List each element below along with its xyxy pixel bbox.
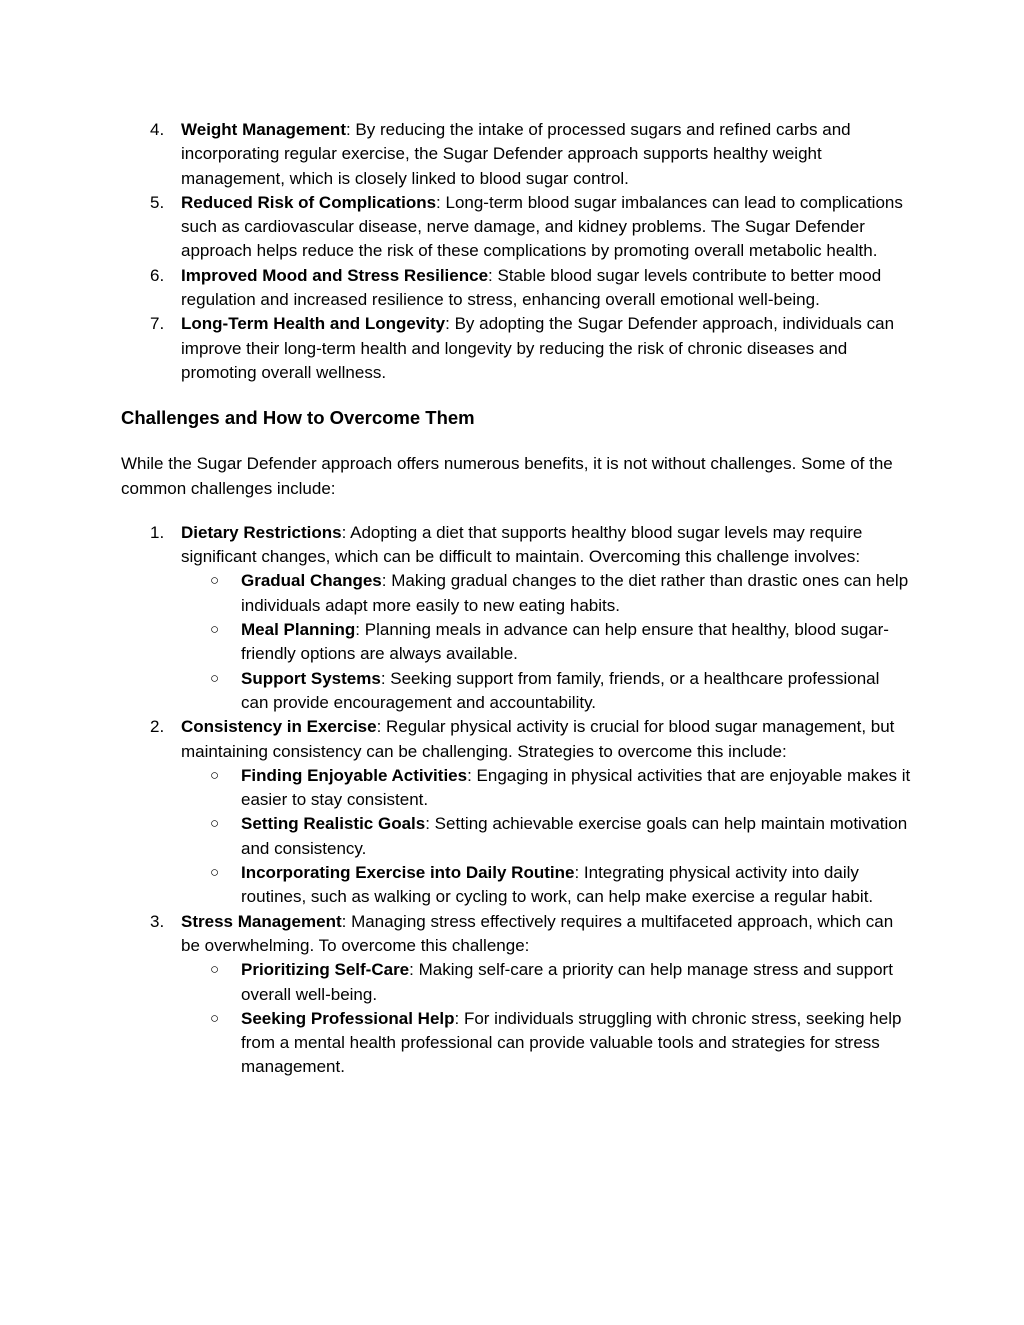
- sub-list-item: [181, 861, 911, 910]
- list-term: Reduced Risk of Complications: [181, 192, 437, 212]
- list-term: Dietary Restrictions: [181, 522, 342, 542]
- sub-list-item: [181, 667, 911, 716]
- list-number: 7.: [150, 314, 165, 334]
- challenges-list: [121, 521, 911, 1080]
- list-text: : Long-term blood sugar imbalances can lead to complications such as cardiovascular disease, nerve damage, and kidney problems. The Sugar Defender approach helps reduce the risk of these complications by promoting overall metabolic health.: [181, 192, 903, 261]
- list-term: Consistency in Exercise: [181, 717, 377, 737]
- list-term: Weight Management: [181, 120, 346, 139]
- list-text: : Adopting a diet that supports healthy blood sugar levels may require significant changes, which can be difficult to maintain. Overcoming this challenge involves:: [181, 522, 863, 567]
- sub-list-item: [181, 958, 911, 1007]
- sub-text: : Planning meals in advance can help ensure that healthy, blood sugar-friendly options are always available.: [241, 620, 889, 664]
- list-text: : Regular physical activity is crucial for blood sugar management, but maintaining consistency can be challenging. Strategies to overcome this include:: [181, 717, 895, 761]
- sub-term: Prioritizing Self-Care: [241, 960, 410, 980]
- circle-bullet-icon: ○: [210, 961, 220, 979]
- list-term: Long-Term Health and Longevity: [181, 314, 446, 334]
- list-text: : Managing stress effectively requires a multifaceted approach, which can be overwhelming. To overcome this challenge:: [181, 911, 894, 955]
- circle-bullet-icon: ○: [210, 572, 220, 590]
- list-item: [121, 118, 911, 191]
- sub-term: Gradual Changes: [241, 571, 382, 591]
- list-number: 3.: [150, 911, 165, 931]
- section-intro: While the Sugar Defender approach offers numerous benefits, it is not without challenges. Some of the common challenges include:: [121, 454, 893, 498]
- circle-bullet-icon: ○: [210, 621, 220, 639]
- circle-bullet-icon: ○: [210, 766, 220, 784]
- list-text: : Stable blood sugar levels contribute to better mood regulation and increased resilience to stress, enhancing overall emotional well-being.: [181, 265, 882, 310]
- list-term: Improved Mood and Stress Resilience: [181, 265, 489, 285]
- circle-bullet-icon: ○: [210, 815, 220, 833]
- list-number: 1.: [150, 522, 165, 542]
- sub-list-item: [181, 569, 911, 618]
- sub-term: Seeking Professional Help: [241, 1008, 455, 1028]
- circle-bullet-icon: ○: [210, 669, 220, 687]
- list-item: [121, 264, 911, 313]
- sub-text: : Setting achievable exercise goals can help maintain motivation and consistency.: [241, 814, 908, 858]
- circle-bullet-icon: ○: [210, 864, 220, 882]
- sub-term: Support Systems: [241, 668, 381, 688]
- sub-list-item: [181, 1007, 911, 1080]
- list-item: [121, 521, 911, 715]
- page-content: [121, 118, 911, 1080]
- list-item: [121, 312, 911, 385]
- section-heading: Challenges and How to Overcome Them: [121, 407, 475, 429]
- sub-text: : Engaging in physical activities that are enjoyable makes it easier to stay consistent.: [241, 765, 911, 810]
- list-term: Stress Management: [181, 911, 342, 931]
- list-item: [121, 715, 911, 909]
- sub-list: [181, 569, 911, 715]
- sub-term: Setting Realistic Goals: [241, 814, 426, 834]
- sub-list-item: [181, 618, 911, 667]
- list-item: [121, 910, 911, 1080]
- sub-text: : Making gradual changes to the diet rather than drastic ones can help individuals adapt more easily to new eating habits.: [241, 571, 909, 615]
- list-number: 5.: [150, 192, 165, 212]
- sub-list: [181, 764, 911, 910]
- list-text: : By adopting the Sugar Defender approach, individuals can improve their long-term health and longevity by reducing the risk of chronic diseases and promoting overall wellness.: [181, 314, 895, 382]
- sub-text: : Making self-care a priority can help manage stress and support overall well-being.: [241, 960, 893, 1004]
- list-number: 2.: [150, 717, 165, 737]
- list-text: : By reducing the intake of processed sugars and refined carbs and incorporating regular exercise, the Sugar Defender approach supports healthy weight management, which is closely linked to blood sugar control.: [181, 120, 851, 188]
- sub-term: Finding Enjoyable Activities: [241, 765, 468, 785]
- list-number: 4.: [150, 120, 165, 139]
- list-item: [121, 191, 911, 264]
- sub-list: [181, 958, 911, 1079]
- sub-term: Meal Planning: [241, 620, 356, 640]
- circle-bullet-icon: ○: [210, 1009, 220, 1027]
- benefits-list: [121, 118, 911, 385]
- sub-list-item: [181, 812, 911, 861]
- sub-text: : For individuals struggling with chronic stress, seeking help from a mental health professional can provide valuable tools and strategies for stress management.: [241, 1008, 902, 1077]
- list-number: 6.: [150, 265, 165, 285]
- sub-term: Incorporating Exercise into Daily Routine: [241, 863, 575, 883]
- sub-list-item: [181, 764, 911, 813]
- sub-text: : Integrating physical activity into daily routines, such as walking or cycling to work, can help make exercise a regular habit.: [241, 863, 874, 907]
- sub-text: : Seeking support from family, friends, or a healthcare professional can provide encouragement and accountability.: [241, 668, 880, 712]
